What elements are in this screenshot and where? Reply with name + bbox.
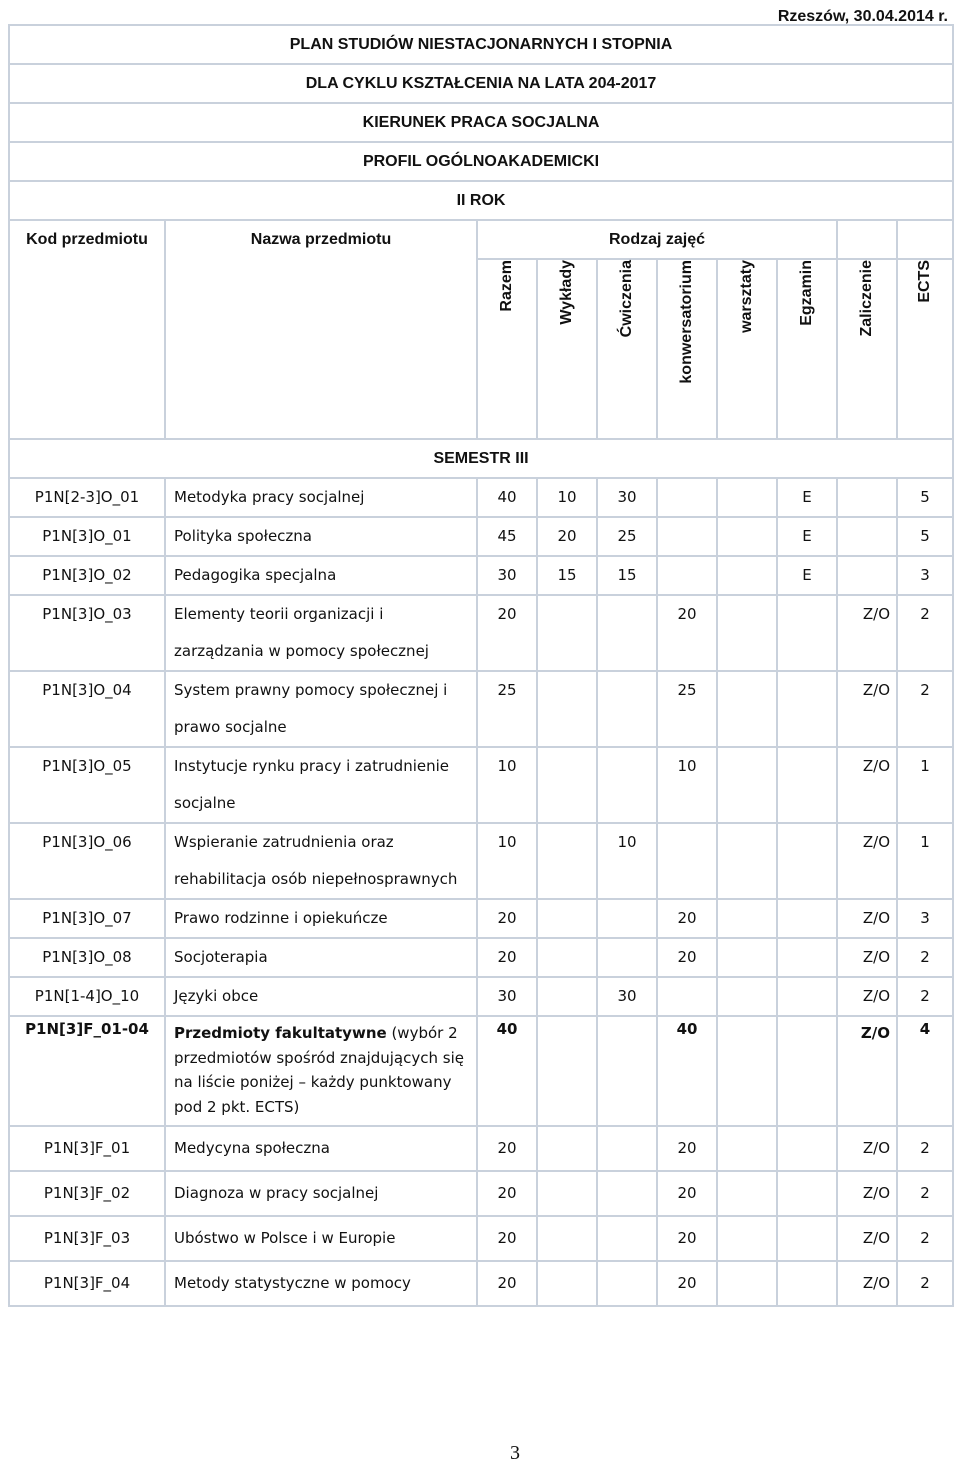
table-row — [9, 938, 953, 977]
course-razem: 10 — [477, 747, 537, 823]
header-warsztaty — [717, 259, 777, 439]
course-konwersatorium — [657, 556, 717, 595]
course-konwersatorium — [657, 823, 717, 899]
header-name — [165, 220, 477, 439]
course-cwiczenia: 15 — [597, 556, 657, 595]
course-name: Języki obce — [165, 977, 477, 1016]
course-ects: 2 — [897, 977, 953, 1016]
document-date: Rzeszów, 30.04.2014 r. — [777, 8, 948, 25]
table-row — [9, 1171, 953, 1216]
course-egzamin — [777, 747, 837, 823]
course-ects: 2 — [897, 595, 953, 671]
course-konwersatorium: 20 — [657, 938, 717, 977]
plan-title-line-1: PLAN STUDIÓW NIESTACJONARNYCH I STOPNIA — [9, 25, 953, 64]
header-name-label: Nazwa przedmiotu — [250, 231, 392, 248]
course-zaliczenie — [837, 556, 897, 595]
header-konwersatorium-label: konwersatorium — [678, 260, 695, 384]
plan-title-line-4: PROFIL OGÓLNOAKADEMICKI — [9, 142, 953, 181]
course-konwersatorium — [657, 977, 717, 1016]
course-razem: 20 — [477, 1126, 537, 1171]
course-ects: 2 — [897, 671, 953, 747]
course-code: P1N[3]O_05 — [9, 747, 165, 823]
course-razem: 30 — [477, 977, 537, 1016]
header-cwiczenia-label: Ćwiczenia — [618, 260, 635, 338]
course-cwiczenia — [597, 899, 657, 938]
table-row — [9, 899, 953, 938]
course-egzamin — [777, 1171, 837, 1216]
course-ects: 4 — [897, 1016, 953, 1126]
course-zaliczenie: Z/O — [837, 938, 897, 977]
course-razem: 30 — [477, 556, 537, 595]
course-warsztaty — [717, 1216, 777, 1261]
course-wyklady: 20 — [537, 517, 597, 556]
course-razem: 20 — [477, 938, 537, 977]
semester-label: SEMESTR III — [9, 439, 953, 478]
course-zaliczenie: Z/O — [837, 595, 897, 671]
course-name: Prawo rodzinne i opiekuńcze — [165, 899, 477, 938]
fakultatywne-description: (wybór 2 przedmiotów spośród znajdujących się na liście poniżej – każdy punktowany pod 2 pkt. ECTS) — [174, 1024, 464, 1116]
course-wyklady: 10 — [537, 478, 597, 517]
course-cwiczenia: 30 — [597, 478, 657, 517]
course-egzamin — [777, 899, 837, 938]
course-egzamin: E — [777, 517, 837, 556]
course-name: Elementy teorii organizacji i zarządzania w pomocy społecznej — [165, 595, 477, 671]
course-cwiczenia — [597, 747, 657, 823]
course-cwiczenia — [597, 1216, 657, 1261]
course-ects: 5 — [897, 517, 953, 556]
course-warsztaty — [717, 1171, 777, 1216]
fakultatywne-title: Przedmioty fakultatywne — [174, 1024, 387, 1042]
course-konwersatorium: 20 — [657, 595, 717, 671]
header-wyklady — [537, 259, 597, 439]
page-number: 3 — [510, 1442, 520, 1464]
table-row — [9, 671, 953, 747]
table-row — [9, 747, 953, 823]
header-egzamin-label: Egzamin — [798, 260, 815, 326]
course-name: Metody statystyczne w pomocy — [165, 1261, 477, 1306]
course-ects: 5 — [897, 478, 953, 517]
course-cwiczenia: 25 — [597, 517, 657, 556]
course-konwersatorium — [657, 517, 717, 556]
header-zaliczenie-label: Zaliczenie — [858, 260, 875, 337]
header-empty-2 — [897, 220, 953, 259]
course-warsztaty — [717, 1016, 777, 1126]
header-razem — [477, 259, 537, 439]
course-name: Pedagogika specjalna — [165, 556, 477, 595]
course-zaliczenie: Z/O — [837, 671, 897, 747]
course-name: Socjoterapia — [165, 938, 477, 977]
course-razem: 40 — [477, 478, 537, 517]
course-name: Instytucje rynku pracy i zatrudnienie socjalne — [165, 747, 477, 823]
course-razem: 45 — [477, 517, 537, 556]
course-wyklady — [537, 899, 597, 938]
course-wyklady — [537, 595, 597, 671]
course-code: P1N[3]O_02 — [9, 556, 165, 595]
course-razem: 20 — [477, 1216, 537, 1261]
table-row — [9, 517, 953, 556]
course-zaliczenie: Z/O — [837, 1216, 897, 1261]
course-egzamin: E — [777, 478, 837, 517]
course-razem: 20 — [477, 1171, 537, 1216]
course-warsztaty — [717, 747, 777, 823]
course-warsztaty — [717, 899, 777, 938]
course-code: P1N[3]F_03 — [9, 1216, 165, 1261]
course-wyklady — [537, 1216, 597, 1261]
table-row — [9, 823, 953, 899]
table-row — [9, 977, 953, 1016]
course-egzamin — [777, 977, 837, 1016]
course-code: P1N[3]F_01-04 — [9, 1016, 165, 1126]
course-konwersatorium: 20 — [657, 1126, 717, 1171]
course-wyklady — [537, 1261, 597, 1306]
course-ects: 3 — [897, 899, 953, 938]
course-egzamin — [777, 671, 837, 747]
course-zaliczenie: Z/O — [837, 1016, 897, 1126]
course-razem: 40 — [477, 1016, 537, 1126]
header-ects — [897, 259, 953, 439]
course-name — [165, 1016, 477, 1126]
course-warsztaty — [717, 478, 777, 517]
course-egzamin — [777, 1126, 837, 1171]
course-code: P1N[3]O_04 — [9, 671, 165, 747]
course-warsztaty — [717, 556, 777, 595]
course-name: Medycyna społeczna — [165, 1126, 477, 1171]
course-ects: 2 — [897, 1171, 953, 1216]
course-code: P1N[3]F_04 — [9, 1261, 165, 1306]
plan-title-line-5: II ROK — [9, 181, 953, 220]
header-type: Rodzaj zajęć — [477, 220, 837, 259]
course-ects: 1 — [897, 823, 953, 899]
course-egzamin — [777, 595, 837, 671]
course-wyklady — [537, 1016, 597, 1126]
table-row — [9, 478, 953, 517]
course-name: Polityka społeczna — [165, 517, 477, 556]
course-razem: 20 — [477, 1261, 537, 1306]
course-code: P1N[3]O_03 — [9, 595, 165, 671]
header-egzamin — [777, 259, 837, 439]
course-razem: 10 — [477, 823, 537, 899]
course-code: P1N[3]F_02 — [9, 1171, 165, 1216]
course-cwiczenia — [597, 1126, 657, 1171]
header-code-label: Kod przedmiotu — [26, 231, 148, 248]
course-warsztaty — [717, 595, 777, 671]
header-ects-label: ECTS — [916, 260, 934, 303]
course-warsztaty — [717, 977, 777, 1016]
course-warsztaty — [717, 823, 777, 899]
header-code — [9, 220, 165, 439]
course-zaliczenie: Z/O — [837, 747, 897, 823]
course-cwiczenia — [597, 938, 657, 977]
header-cwiczenia — [597, 259, 657, 439]
course-zaliczenie: Z/O — [837, 977, 897, 1016]
plan-title-line-3: KIERUNEK PRACA SOCJALNA — [9, 103, 953, 142]
course-warsztaty — [717, 517, 777, 556]
course-konwersatorium: 25 — [657, 671, 717, 747]
course-name: Wspieranie zatrudnienia oraz rehabilitacja osób niepełnosprawnych — [165, 823, 477, 899]
plan-body — [9, 25, 953, 1306]
course-ects: 2 — [897, 1261, 953, 1306]
course-code: P1N[1-4]O_10 — [9, 977, 165, 1016]
course-cwiczenia: 30 — [597, 977, 657, 1016]
course-konwersatorium: 40 — [657, 1016, 717, 1126]
course-wyklady — [537, 1126, 597, 1171]
course-konwersatorium: 10 — [657, 747, 717, 823]
course-warsztaty — [717, 671, 777, 747]
course-wyklady — [537, 823, 597, 899]
table-row — [9, 1216, 953, 1261]
header-wyklady-label: Wykłady — [558, 260, 575, 325]
course-cwiczenia — [597, 671, 657, 747]
course-name: Metodyka pracy socjalnej — [165, 478, 477, 517]
course-egzamin — [777, 1016, 837, 1126]
course-egzamin — [777, 1261, 837, 1306]
course-konwersatorium: 20 — [657, 1216, 717, 1261]
course-konwersatorium — [657, 478, 717, 517]
table-row — [9, 595, 953, 671]
plan-title-line-2: DLA CYKLU KSZTAŁCENIA NA LATA 204-2017 — [9, 64, 953, 103]
course-cwiczenia: 10 — [597, 823, 657, 899]
course-code: P1N[3]O_06 — [9, 823, 165, 899]
course-egzamin: E — [777, 556, 837, 595]
course-code: P1N[3]F_01 — [9, 1126, 165, 1171]
course-ects: 2 — [897, 1126, 953, 1171]
course-wyklady — [537, 1171, 597, 1216]
course-code: P1N[3]O_07 — [9, 899, 165, 938]
course-ects: 2 — [897, 938, 953, 977]
header-razem-label: Razem — [498, 260, 515, 312]
course-name: Ubóstwo w Polsce i w Europie — [165, 1216, 477, 1261]
course-warsztaty — [717, 1261, 777, 1306]
course-code: P1N[2-3]O_01 — [9, 478, 165, 517]
course-konwersatorium: 20 — [657, 1171, 717, 1216]
course-zaliczenie — [837, 478, 897, 517]
table-row — [9, 1261, 953, 1306]
table-row — [9, 556, 953, 595]
header-konwersatorium — [657, 259, 717, 439]
header-warsztaty-label: warsztaty — [738, 260, 755, 333]
table-row-fakultatywne — [9, 1016, 953, 1126]
course-wyklady — [537, 977, 597, 1016]
course-code: P1N[3]O_01 — [9, 517, 165, 556]
course-cwiczenia — [597, 595, 657, 671]
course-code: P1N[3]O_08 — [9, 938, 165, 977]
course-cwiczenia — [597, 1171, 657, 1216]
course-warsztaty — [717, 938, 777, 977]
course-zaliczenie: Z/O — [837, 1126, 897, 1171]
course-cwiczenia — [597, 1261, 657, 1306]
course-ects: 2 — [897, 1216, 953, 1261]
course-egzamin — [777, 823, 837, 899]
course-warsztaty — [717, 1126, 777, 1171]
course-egzamin — [777, 1216, 837, 1261]
course-egzamin — [777, 938, 837, 977]
course-name: System prawny pomocy społecznej i prawo socjalne — [165, 671, 477, 747]
course-cwiczenia — [597, 1016, 657, 1126]
course-zaliczenie — [837, 517, 897, 556]
course-konwersatorium: 20 — [657, 1261, 717, 1306]
course-zaliczenie: Z/O — [837, 1261, 897, 1306]
course-konwersatorium: 20 — [657, 899, 717, 938]
course-razem: 20 — [477, 595, 537, 671]
course-wyklady — [537, 747, 597, 823]
course-zaliczenie: Z/O — [837, 1171, 897, 1216]
course-razem: 25 — [477, 671, 537, 747]
course-name: Diagnoza w pracy socjalnej — [165, 1171, 477, 1216]
header-zaliczenie — [837, 259, 897, 439]
course-wyklady: 15 — [537, 556, 597, 595]
header-empty-1 — [837, 220, 897, 259]
table-row — [9, 1126, 953, 1171]
course-zaliczenie: Z/O — [837, 823, 897, 899]
course-zaliczenie: Z/O — [837, 899, 897, 938]
course-wyklady — [537, 938, 597, 977]
course-razem: 20 — [477, 899, 537, 938]
course-wyklady — [537, 671, 597, 747]
course-ects: 1 — [897, 747, 953, 823]
study-plan-table — [8, 24, 954, 1307]
course-ects: 3 — [897, 556, 953, 595]
